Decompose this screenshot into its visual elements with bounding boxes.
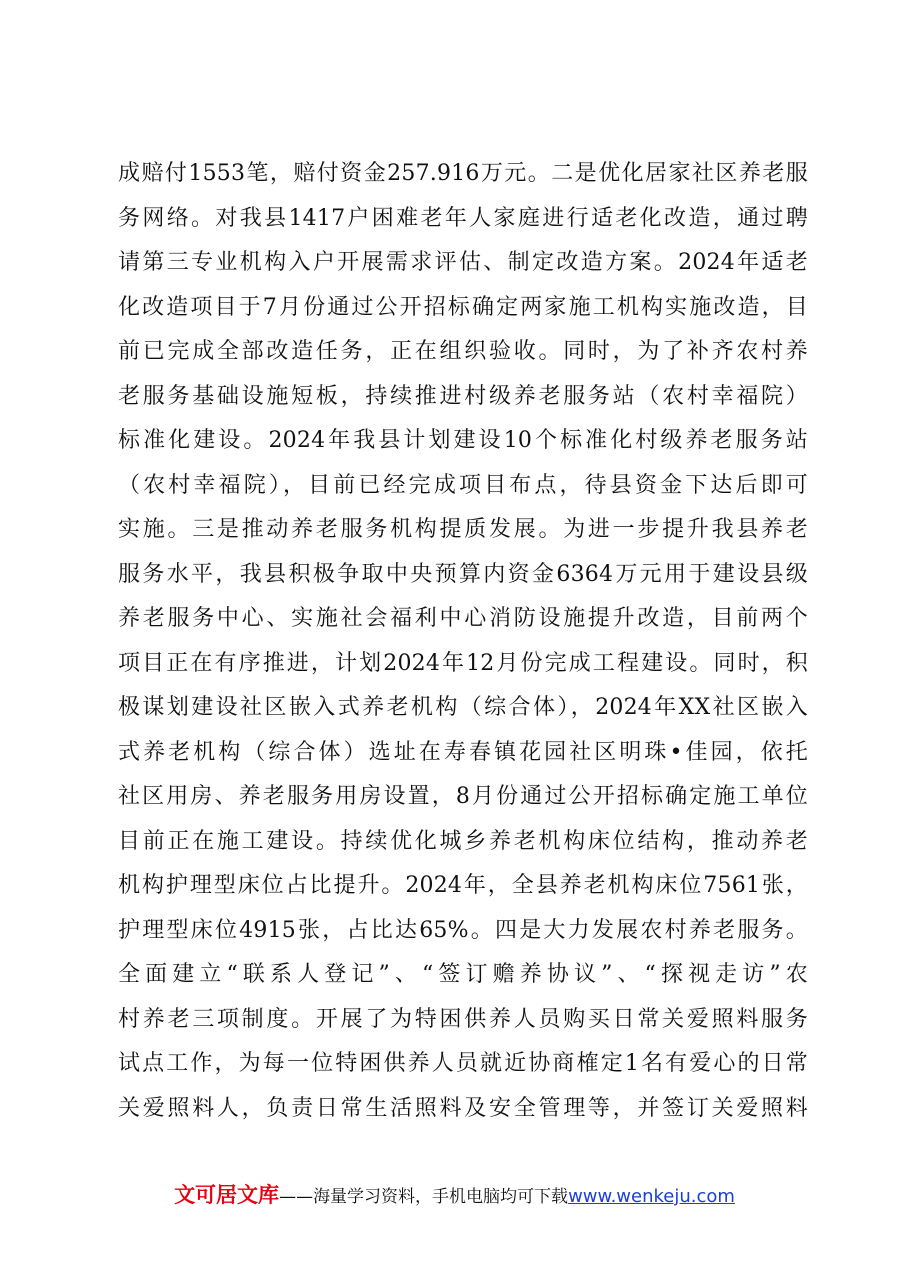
body-text <box>118 152 808 1131</box>
text-line: 村养老三项制度。开展了为特困供养人员购买日常关爱照料服务 <box>118 1006 808 1032</box>
text-line: 请第三专业机构入户开展需求评估、制定改造方案。2024年适老 <box>118 250 808 275</box>
footer-site-link[interactable]: www.wenkeju.com <box>568 1186 735 1207</box>
text-line: 目前正在施工建设。持续优化城乡养老机构床位结构，推动养老 <box>118 828 808 854</box>
text-line: 全面建立“联系人登记”、“签订赡养协议”、“探视走访”农 <box>118 962 808 987</box>
text-line: 务网络。对我县1417户困难老年人家庭进行适老化改造，通过聘 <box>118 205 808 231</box>
text-line: 试点工作，为每一位特困供养人员就近协商榷定1名有爱心的日常 <box>118 1051 808 1076</box>
text-line: 式养老机构（综合体）选址在寿春镇花园社区明珠•佳园，依托 <box>118 739 808 765</box>
text-line: 老服务基础设施短板，持续推进村级养老服务站（农村幸福院） <box>118 383 808 409</box>
text-line: 护理型床位4915张，占比达65%。四是大力发展农村养老服务。 <box>118 917 808 943</box>
text-line: 服务水平，我县积极争取中央预算内资金6364万元用于建设县级 <box>118 561 808 587</box>
text-line: 标准化建设。2024年我县计划建设10个标准化村级养老服务站 <box>118 428 808 453</box>
text-line: 极谋划建设社区嵌入式养老机构（综合体），2024年XX社区嵌入 <box>118 695 808 720</box>
text-line: 成赔付1553笔，赔付资金257.916万元。二是优化居家社区养老服 <box>118 161 808 186</box>
text-line: 社区用房、养老服务用房设置，8月份通过公开招标确定施工单位 <box>118 784 808 809</box>
text-line: （农村幸福院），目前已经完成项目布点，待县资金下达后即可 <box>118 472 808 498</box>
text-line: 机构护理型床位占比提升。2024年，全县养老机构床位7561张， <box>118 873 808 898</box>
text-line: 养老服务中心、实施社会福利中心消防设施提升改造，目前两个 <box>118 606 808 631</box>
text-line: 前已完成全部改造任务，正在组织验收。同时，为了补齐农村养 <box>118 339 808 364</box>
footer-banner <box>0 1182 909 1210</box>
text-line: 项目正在有序推进，计划2024年12月份完成工程建设。同时，积 <box>118 650 808 676</box>
text-line: 化改造项目于7月份通过公开招标确定两家施工机构实施改造，目 <box>118 294 808 320</box>
text-line: 实施。三是推动养老服务机构提质发展。为进一步提升我县养老 <box>118 517 808 542</box>
footer-brand: 文可居文库 <box>174 1183 280 1207</box>
footer-tagline: ——海量学习资料，手机电脑均可下载 <box>279 1187 569 1207</box>
text-line: 关爱照料人，负责日常生活照料及安全管理等，并签订关爱照料 <box>118 1095 808 1121</box>
